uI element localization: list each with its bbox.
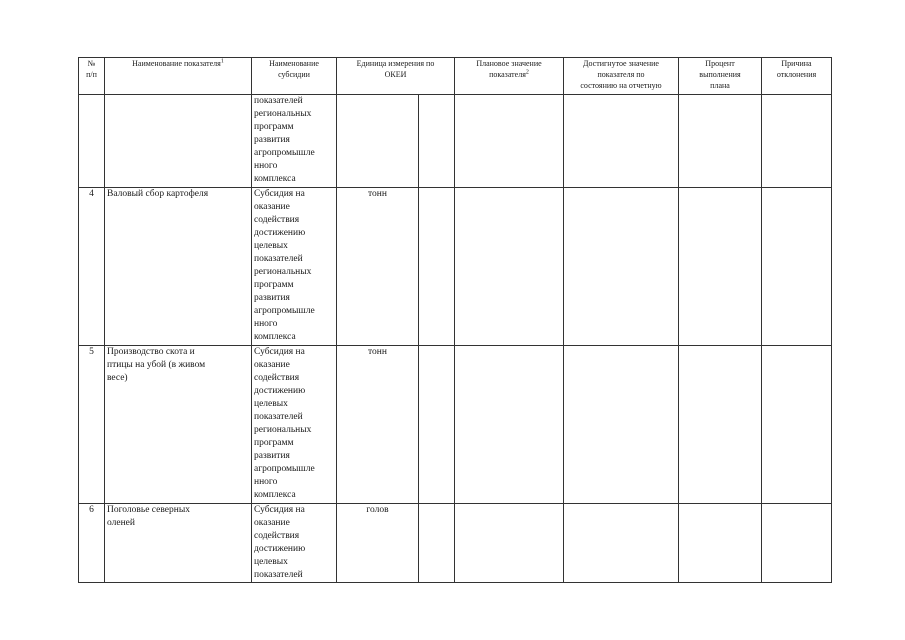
row-indicator: Производство скота и птицы на убой (в живом весе): [105, 346, 252, 504]
row-indicator: Валовый сбор картофеля: [105, 188, 252, 346]
table-row: [79, 188, 832, 346]
row-unit-code: [419, 346, 455, 504]
footnote-2: 2: [525, 69, 529, 76]
row-percent: [679, 346, 762, 504]
header-subsidy: Наименование субсидии: [252, 58, 337, 95]
row-planned: [455, 95, 564, 188]
row-subsidy: показателей региональных программ развития агропромышле нного комплекса: [252, 95, 337, 188]
row-achieved: [564, 346, 679, 504]
row-percent: [679, 95, 762, 188]
row-planned: [455, 188, 564, 346]
row-unit-code: [419, 504, 455, 583]
row-unit-code: [419, 188, 455, 346]
indicator-table: [78, 57, 832, 583]
row-reason: [762, 188, 832, 346]
row-unit-code: [419, 95, 455, 188]
row-unit: [337, 95, 419, 188]
row-unit: голов: [337, 504, 419, 583]
header-indicator: [105, 58, 252, 95]
header-num: № п/п: [79, 58, 105, 95]
row-achieved: [564, 504, 679, 583]
row-unit: тонн: [337, 188, 419, 346]
header-planned: [455, 58, 564, 95]
header-planned-label: Плановое значение показателя: [476, 59, 542, 79]
row-planned: [455, 504, 564, 583]
row-num: [79, 95, 105, 188]
row-subsidy: Субсидия на оказание содействия достижению целевых показателей: [252, 504, 337, 583]
header-indicator-label: Наименование показателя: [132, 59, 221, 68]
table-row: [79, 346, 832, 504]
header-achieved: Достигнутое значение показателя по состоянию на отчетную: [564, 58, 679, 95]
row-subsidy: Субсидия на оказание содействия достижению целевых показателей региональных программ развития агропромышле нного комплекса: [252, 346, 337, 504]
row-num: 4: [79, 188, 105, 346]
row-achieved: [564, 95, 679, 188]
row-num: 5: [79, 346, 105, 504]
row-unit: тонн: [337, 346, 419, 504]
header-reason: Причина отклонения: [762, 58, 832, 95]
row-reason: [762, 504, 832, 583]
row-reason: [762, 346, 832, 504]
header-unit: Единица измерения по ОКЕИ: [337, 58, 455, 95]
row-percent: [679, 504, 762, 583]
row-percent: [679, 188, 762, 346]
table-row: [79, 504, 832, 583]
table-header-row: [79, 58, 832, 95]
table-row: [79, 95, 832, 188]
row-indicator: Поголовье северных оленей: [105, 504, 252, 583]
footnote-1: 1: [220, 58, 224, 65]
row-subsidy: Субсидия на оказание содействия достижению целевых показателей региональных программ развития агропромышле нного комплекса: [252, 188, 337, 346]
row-reason: [762, 95, 832, 188]
row-achieved: [564, 188, 679, 346]
row-indicator: [105, 95, 252, 188]
row-num: 6: [79, 504, 105, 583]
header-percent: Процент выполнения плана: [679, 58, 762, 95]
row-planned: [455, 346, 564, 504]
